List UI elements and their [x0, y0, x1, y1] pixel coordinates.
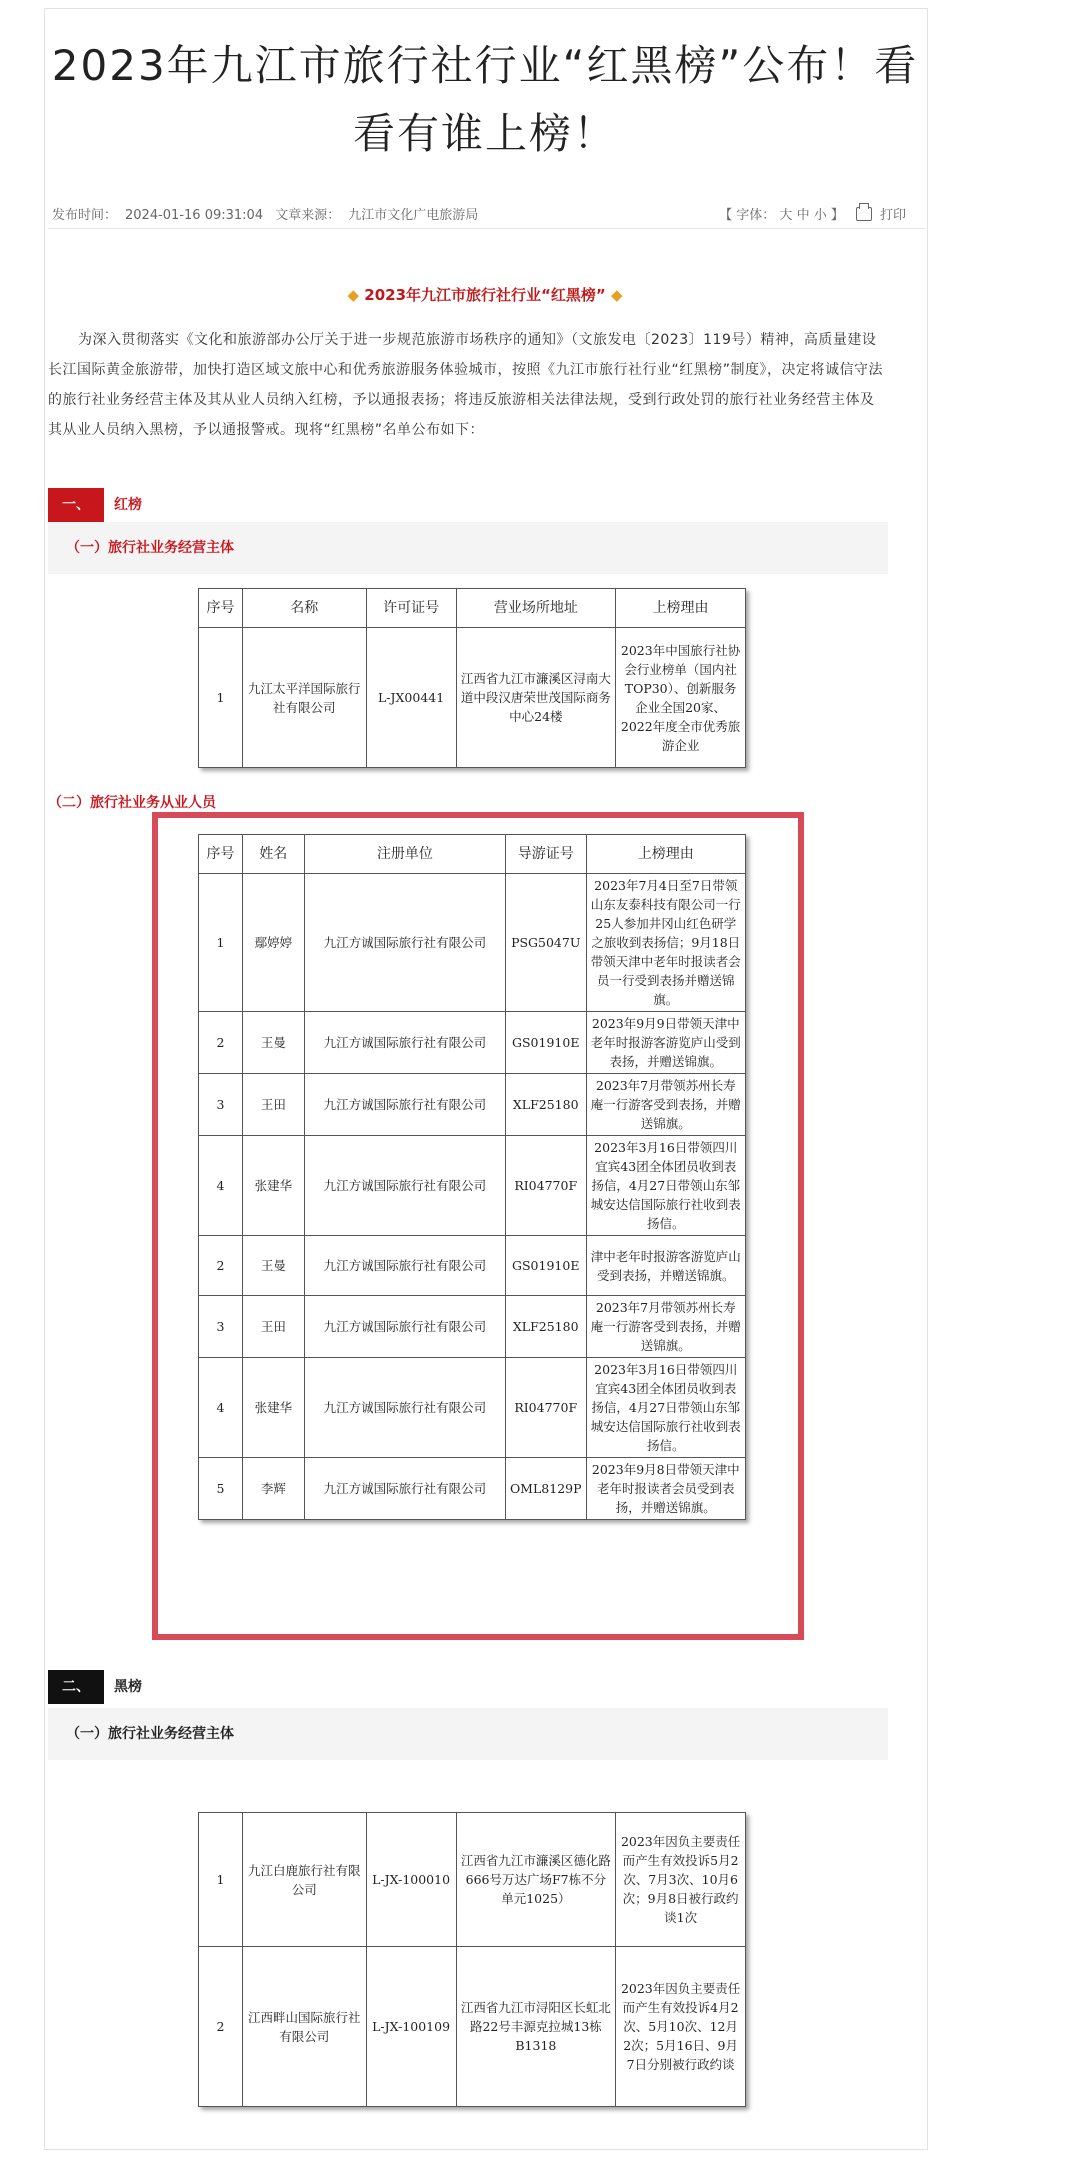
cell-cert: OML8129P: [505, 1458, 586, 1520]
cell-license: L-JX-100109: [366, 1947, 456, 2107]
cell-unit: 九江方诚国际旅行社有限公司: [304, 1358, 505, 1458]
red-sub1-bar: （一）旅行社业务经营主体: [48, 522, 888, 574]
cell-name: 张建华: [242, 1358, 304, 1458]
cell-name: 张建华: [242, 1136, 304, 1236]
cell-cert: GS01910E: [505, 1012, 586, 1074]
publish-time: 2024-01-16 09:31:04: [125, 208, 264, 223]
cell-reason: 2023年因负主要责任而产生有效投诉5月2次、7月3次、10月6次；9月8日被行政约谈1次: [616, 1813, 746, 1947]
table-header-row: [199, 589, 746, 628]
article-meta: [48, 196, 926, 229]
table-row: [199, 1074, 746, 1136]
cell-no: 4: [199, 1358, 243, 1458]
cell-no: 1: [199, 628, 243, 768]
source-label: 文章来源：: [275, 208, 341, 223]
column-header: 上榜理由: [616, 589, 746, 628]
cell-address: 江西省九江市浔阳区长虹北路22号丰源克拉城13栋B1318: [456, 1947, 616, 2107]
source: 九江市文化广电旅游局: [348, 208, 479, 223]
cell-no: 1: [199, 874, 243, 1012]
black-list-header: [48, 1670, 142, 1704]
cell-reason: 2023年7月带领苏州长寿庵一行游客受到表扬，并赠送锦旗。: [586, 1074, 745, 1136]
cell-reason: 2023年9月9日带领天津中老年时报游客游览庐山受到表扬，并赠送锦旗。: [586, 1012, 745, 1074]
publish-label: 发布时间：: [52, 208, 118, 223]
column-header: 导游证号: [505, 835, 586, 874]
cell-cert: XLF25180: [505, 1074, 586, 1136]
cell-license: L-JX-100010: [366, 1813, 456, 1947]
cell-reason: 2023年7月带领苏州长寿庵一行游客受到表扬，并赠送锦旗。: [586, 1296, 745, 1358]
printer-icon: [856, 207, 872, 221]
cell-name: 王田: [242, 1074, 304, 1136]
cell-cert: RI04770F: [505, 1136, 586, 1236]
cell-name: 九江白鹿旅行社有限公司: [242, 1813, 366, 1947]
table-row: [199, 1012, 746, 1074]
table-row: [199, 874, 746, 1012]
cell-name: 王曼: [242, 1236, 304, 1296]
cell-reason: 2023年9月8日带领天津中老年时报读者会员受到表扬，并赠送锦旗。: [586, 1458, 745, 1520]
intro-paragraph: 为深入贯彻落实《文化和旅游部办公厅关于进一步规范旅游市场秩序的通知》（文旅发电〔2023〕119号）精神，高质量建设长江国际黄金旅游带，加快打造区域文旅中心和优秀旅游服务体验城市，按照《九江市旅行社行业“红黑榜”制度》，决定将诚信守法的旅行社业务经营主体及其从业人员纳入红榜，予以通报表扬；将违反旅游相关法律法规，受到行政处罚的旅行社业务经营主体及其从业人员纳入黑榜，予以通报警戒。现将“红黑榜”名单公布如下：: [48, 332, 884, 438]
cell-reason: 2023年中国旅行社协会行业榜单（国内社TOP30）、创新服务企业全国20家、2022年度全市优秀旅游企业: [616, 628, 746, 768]
cell-cert: XLF25180: [505, 1296, 586, 1358]
cell-name: 九江太平洋国际旅行社有限公司: [242, 628, 366, 768]
cell-no: 2: [199, 1947, 243, 2107]
cell-no: 4: [199, 1136, 243, 1236]
table-row: [199, 1458, 746, 1520]
cell-unit: 九江方诚国际旅行社有限公司: [304, 874, 505, 1012]
print-button[interactable]: [856, 208, 914, 223]
font-size-control[interactable]: 【 字体： 大 中 小 】: [719, 208, 844, 223]
meta-left: [52, 204, 486, 223]
cell-unit: 九江方诚国际旅行社有限公司: [304, 1012, 505, 1074]
cell-name: 鄢婷婷: [242, 874, 304, 1012]
cell-no: 3: [199, 1296, 243, 1358]
cell-unit: 九江方诚国际旅行社有限公司: [304, 1296, 505, 1358]
column-header: 许可证号: [366, 589, 456, 628]
cell-cert: GS01910E: [505, 1236, 586, 1296]
black-section-label: 黑榜: [114, 1679, 142, 1695]
cell-no: 2: [199, 1012, 243, 1074]
cell-no: 2: [199, 1236, 243, 1296]
article-title: 2023年九江市旅行社行业“红黑榜”公布！看看有谁上榜！: [51, 41, 919, 158]
black-section-number: 二、: [48, 1670, 104, 1704]
red-staff-table: [198, 834, 746, 1520]
cell-address: 江西省九江市濂溪区德化路666号万达广场F7栋不分单元1025）: [456, 1813, 616, 1947]
table-row: [199, 1236, 746, 1296]
red-sub2-label: （二）旅行社业务从业人员: [48, 795, 216, 811]
table-row: [199, 1358, 746, 1458]
red-agency-table: [198, 588, 746, 768]
column-header: 序号: [199, 835, 243, 874]
cell-cert: RI04770F: [505, 1358, 586, 1458]
cell-name: 李辉: [242, 1458, 304, 1520]
cell-reason: 2023年因负主要责任而产生有效投诉4月2次、5月10次、12月2次；5月16日、9月7日分别被行政约谈: [616, 1947, 746, 2107]
cell-unit: 九江方诚国际旅行社有限公司: [304, 1236, 505, 1296]
black-agency-table: [198, 1812, 746, 2107]
red-list-header: [48, 488, 142, 522]
table-row: [199, 628, 746, 768]
cell-unit: 九江方诚国际旅行社有限公司: [304, 1074, 505, 1136]
subtitle-text: 2023年九江市旅行社行业“红黑榜”: [364, 286, 606, 304]
cell-reason: 2023年3月16日带领四川宜宾43团全体团员收到表扬信，4月27日带领山东邹城安达信国际旅行社收到表扬信。: [586, 1358, 745, 1458]
cell-name: 江西畔山国际旅行社有限公司: [242, 1947, 366, 2107]
cell-name: 王田: [242, 1296, 304, 1358]
table-row: [199, 1296, 746, 1358]
list-subtitle: ◆ 2023年九江市旅行社行业“红黑榜” ◆: [347, 286, 623, 304]
red-section-label: 红榜: [114, 497, 142, 513]
cell-no: 5: [199, 1458, 243, 1520]
column-header: 注册单位: [304, 835, 505, 874]
column-header: 姓名: [242, 835, 304, 874]
cell-reason: 2023年7月4日至7日带领山东友泰科技有限公司一行25人参加井冈山红色研学之旅收到表扬信；9月18日带领天津中老年时报读者会员一行受到表扬并赠送锦旗。: [586, 874, 745, 1012]
table-row: [199, 1136, 746, 1236]
red-section-number: 一、: [48, 488, 104, 522]
column-header: 名称: [242, 589, 366, 628]
cell-reason: 津中老年时报游客游览庐山受到表扬，并赠送锦旗。: [586, 1236, 745, 1296]
print-label: 打印: [879, 208, 906, 223]
black-sub1-bar: （一）旅行社业务经营主体: [48, 1708, 888, 1760]
cell-name: 王曼: [242, 1012, 304, 1074]
cell-reason: 2023年3月16日带领四川宜宾43团全体团员收到表扬信，4月27日带领山东邹城安达信国际旅行社收到表扬信。: [586, 1136, 745, 1236]
meta-right: [719, 204, 922, 223]
cell-license: L-JX00441: [366, 628, 456, 768]
cell-address: 江西省九江市濂溪区浔南大道中段汉唐荣世茂国际商务中心24楼: [456, 628, 616, 768]
cell-unit: 九江方诚国际旅行社有限公司: [304, 1458, 505, 1520]
column-header: 上榜理由: [586, 835, 745, 874]
table-row: [199, 1947, 746, 2107]
cell-no: 1: [199, 1813, 243, 1947]
table-header-row: [199, 835, 746, 874]
cell-cert: PSG5047U: [505, 874, 586, 1012]
cell-unit: 九江方诚国际旅行社有限公司: [304, 1136, 505, 1236]
table-row: [199, 1813, 746, 1947]
column-header: 营业场所地址: [456, 589, 616, 628]
cell-no: 3: [199, 1074, 243, 1136]
column-header: 序号: [199, 589, 243, 628]
